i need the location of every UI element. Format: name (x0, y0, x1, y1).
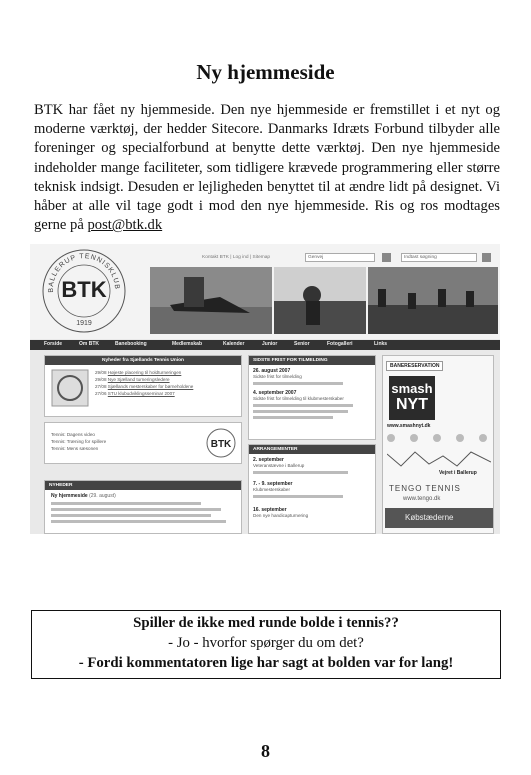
frist-box (248, 355, 376, 440)
header-photo-1 (150, 267, 272, 334)
weather-icon (387, 434, 395, 442)
logo-ring-text: BALLERUP TENNISKLUB (47, 253, 121, 293)
sjaelland-news-box (44, 355, 242, 417)
sjaelland-row[interactable]: 29/08 Højeste placering til holdturneringen (95, 370, 182, 375)
smash-nyt-banner[interactable]: smash NYT (389, 376, 435, 420)
tennis-link[interactable]: Tennis: Dagens video (51, 432, 95, 437)
weather-graph-icon (387, 448, 491, 470)
joke-answer: - Jo - hvorfor spørger du om det? (168, 635, 364, 651)
frist-text[interactable]: Sidste frist for tilmelding (253, 374, 302, 379)
page-number: 8 (261, 741, 270, 761)
frist-date: 26. august 2007 (253, 368, 291, 374)
article-title: Ny hjemmeside (196, 60, 335, 84)
header-photo-3 (368, 267, 498, 334)
weather-icons (387, 434, 487, 442)
sjaelland-row[interactable]: 27/06 STU klubudviklingsseminar 2007 (95, 391, 175, 396)
nyheder-headline[interactable]: Ny hjemmeside (29. august) (51, 493, 116, 499)
arrangement-text[interactable]: Klubmesterskaber (253, 487, 291, 492)
tennis-link[interactable]: Tennis: Træning for spillere (51, 439, 107, 444)
joke-punchline: - Fordi kommentatoren lige har sagt at bolden var for lang! (78, 655, 454, 671)
vejret-label[interactable]: Vejret i Ballerup (439, 470, 477, 476)
svg-text:BTK: BTK (210, 439, 232, 450)
genvej-go-button[interactable] (382, 253, 391, 262)
arrangement-date: 16. september (253, 507, 287, 513)
nav-medlemskab[interactable]: Medlemskab (172, 341, 203, 347)
nyheder-box (44, 480, 242, 534)
sjaelland-row[interactable]: 27/08 Sjællands mesterskaber for børneholdene (95, 384, 194, 389)
tennis-links-box (44, 422, 242, 464)
stu-logo-icon (51, 369, 89, 407)
btk-logo (40, 247, 128, 335)
site-toplinks[interactable]: Kontakt BTK | Log ind | Sitemap (202, 255, 271, 260)
frist-header: SIDSTE FRIST FOR TILMELDING (249, 356, 375, 365)
weather-icon (456, 434, 464, 442)
site-search-button[interactable] (482, 253, 491, 262)
kobstaederne-banner[interactable]: Købstæderne (385, 508, 493, 528)
article-body (34, 101, 500, 235)
arrangementer-box (248, 444, 376, 534)
sjaelland-row[interactable]: 29/08 Nye Sjælland turneringsledere (95, 377, 170, 382)
email-link[interactable]: post@btk.dk (87, 217, 163, 234)
logo-text: BTK (61, 277, 107, 302)
banereservation-select[interactable]: BANERESERVATION (386, 361, 443, 371)
arrangement-text[interactable]: Veteranstævne i Ballerup (253, 463, 305, 468)
tengo-banner[interactable]: TENGO TENNIS (389, 484, 461, 493)
site-search-input[interactable]: Indtast søgning (401, 253, 477, 262)
joke-box (31, 610, 501, 679)
tengo-url[interactable]: www.tengo.dk (403, 496, 441, 502)
site-navbar (30, 340, 500, 350)
arrangement-date: 7. - 9. september (253, 481, 293, 487)
header-photo-2 (274, 267, 366, 334)
nyheder-header: NYHEDER (45, 481, 241, 490)
weather-icon (479, 434, 487, 442)
nav-links[interactable]: Links (374, 341, 388, 347)
frist-text[interactable]: Sidste frist for tilmelding til klubmesterskaber (253, 396, 344, 401)
arrangementer-header: ARRANGEMENTER (249, 445, 375, 454)
arrangement-text[interactable]: Den nye handicapturnering (253, 513, 309, 518)
nav-junior[interactable]: Junior (262, 341, 278, 347)
nav-om-btk[interactable]: Om BTK (79, 341, 99, 347)
smash-url[interactable]: www.smashnyt.dk (387, 423, 431, 429)
genvej-select[interactable]: Genvej (305, 253, 375, 262)
article-body-text: BTK har fået ny hjemmeside. Den nye hjemmeside er fremstillet i et nyt og moderne værktøj, der hedder Sitecore. Danmarks Idræts Forbund tilbyder alle foreninger og specialforbund at benytte dette værktøj. Den nye hjemmeside indeholder mange faciliteter, som tidligere krævede programmering eller større teknisk indsigt. Desuden er lejligheden benyttet til at ændre lidt på designet. Vi håber at alle vil tage godt i mod den nye hjemmeside. Ris og ros modtages gerne på (34, 102, 500, 234)
arrangement-date: 2. september (253, 457, 284, 463)
logo-year: 1919 (76, 320, 92, 327)
weather-icon (410, 434, 418, 442)
tennis-link[interactable]: Tennis: Mens sæsonen (51, 446, 99, 451)
nav-fotogalleri[interactable]: Fotogalleri (327, 341, 353, 347)
sjaelland-news-header: Nyheder fra Sjællands Tennis Union (45, 356, 241, 365)
joke-question: Spiller de ikke med runde bolde i tennis?? (133, 615, 399, 631)
website-screenshot (30, 244, 500, 534)
nav-forside[interactable]: Forside (44, 341, 63, 347)
nav-kalender[interactable]: Kalender (223, 341, 245, 347)
right-sidebar (382, 355, 494, 534)
frist-date: 4. september 2007 (253, 390, 297, 396)
weather-icon (433, 434, 441, 442)
nav-banebooking[interactable]: Banebooking (115, 341, 147, 347)
nav-senior[interactable]: Senior (294, 341, 310, 347)
btk-small-logo-icon (205, 427, 237, 459)
